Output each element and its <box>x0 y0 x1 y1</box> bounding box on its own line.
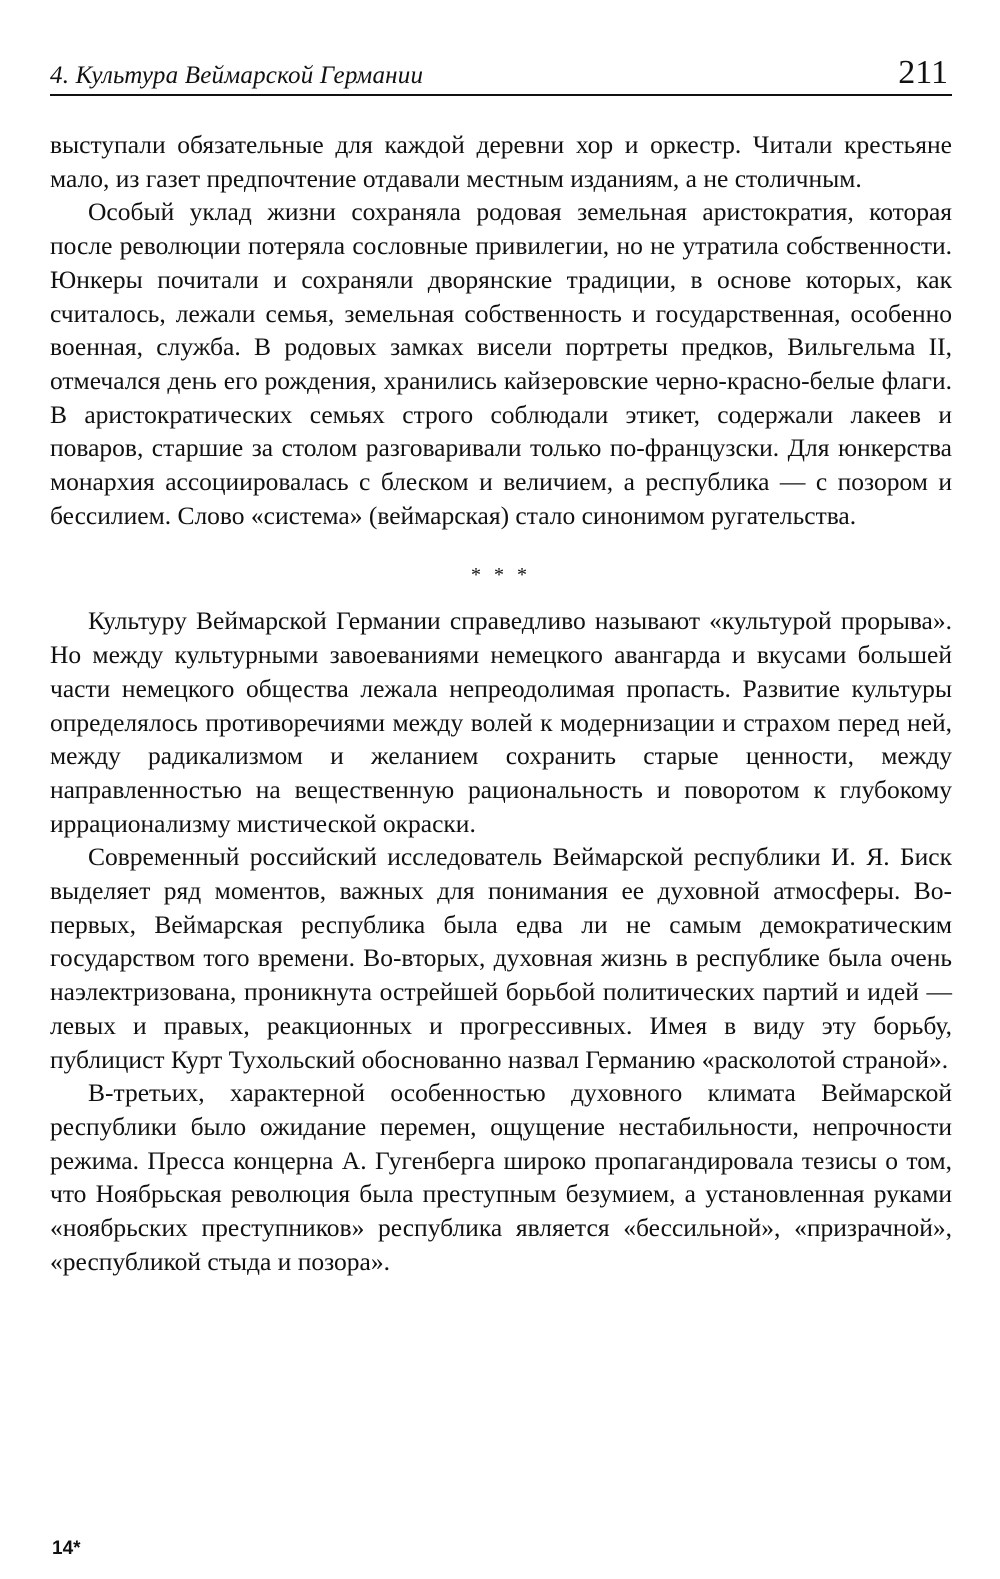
chapter-running-title: 4. Культура Веймарской Германии <box>50 62 424 89</box>
printer-signature-mark: 14* <box>52 1538 81 1559</box>
running-header <box>50 40 952 96</box>
body-text <box>50 128 952 1279</box>
paragraph-culture-of-breakthrough: Культуру Веймарской Германии справедливо называют «культурой прорыва». Но между культурными завоеваниями немецкого авангарда и вкусами большей части немецкого общества лежала непреодолимая пропасть. Развитие культуры определялось противоречиями между волей к модернизации и страхом перед ней, между радикализмом и желанием сохранить старые ценности, между направленностью на вещественную рациональность и поворотом к глубокому иррационализму мистической окраски. <box>50 606 952 838</box>
page-number: 211 <box>898 54 948 91</box>
paragraph-bisk: Современный российский исследователь Веймарской республики И. Я. Биск выделяет ряд моментов, важных для понимания ее духовной атмосферы. Во-первых, Веймарская республика была едва ли не самым демократическим государством того времени. Во-вторых, духовная жизнь в республике была очень наэлектризована, проникнута острейшей борьбой политических партий и идей — левых и правых, реакционных и прогрессивных. Имея в виду эту борьбу, публицист Курт Тухольский обоснованно назвал Германию «расколотой страной». <box>50 842 952 1074</box>
paragraph-thirdly: В-третьих, характерной особенностью духовного климата Веймарской республики было ожидание перемен, ощущение нестабильности, непрочности режима. Пресса концерна А. Гугенберга широко пропагандировала тезисы о том, что Ноябрьская революция была преступным безумием, а установленная руками «ноябрьских преступников» республика является «бессильной», «призрачной», «республикой стыда и позора». <box>50 1078 952 1276</box>
book-page <box>50 40 952 1279</box>
paragraph-aristocracy: Особый уклад жизни сохраняла родовая земельная аристократия, которая после революции потеряла сословные привилегии, но не утратила собственности. Юнкеры почитали и сохраняли дворянские традиции, в основе которых, как считалось, лежали семья, земельная собственность и государственная, особенно военная, служба. В родовых замках висели портреты предков, Вильгельма II, отмечался день его рождения, хранились кайзеровские черно-красно-белые флаги. В аристократических семьях строго соблюдали этикет, содержали лакеев и поваров, старшие за столом разговаривали только по-французски. Для юнкерства монархия ассоциировалась с блеском и величием, а республика — с позором и бессилием. Слово «система» (веймарская) стало синонимом ругательства. <box>50 197 952 530</box>
section-separator: * * * <box>471 564 531 587</box>
paragraph-continuation: выступали обязательные для каждой деревни хор и оркестр. Читали крестьяне мало, из газет предпочтение отдавали местным изданиям, а не столичным. <box>50 130 952 193</box>
